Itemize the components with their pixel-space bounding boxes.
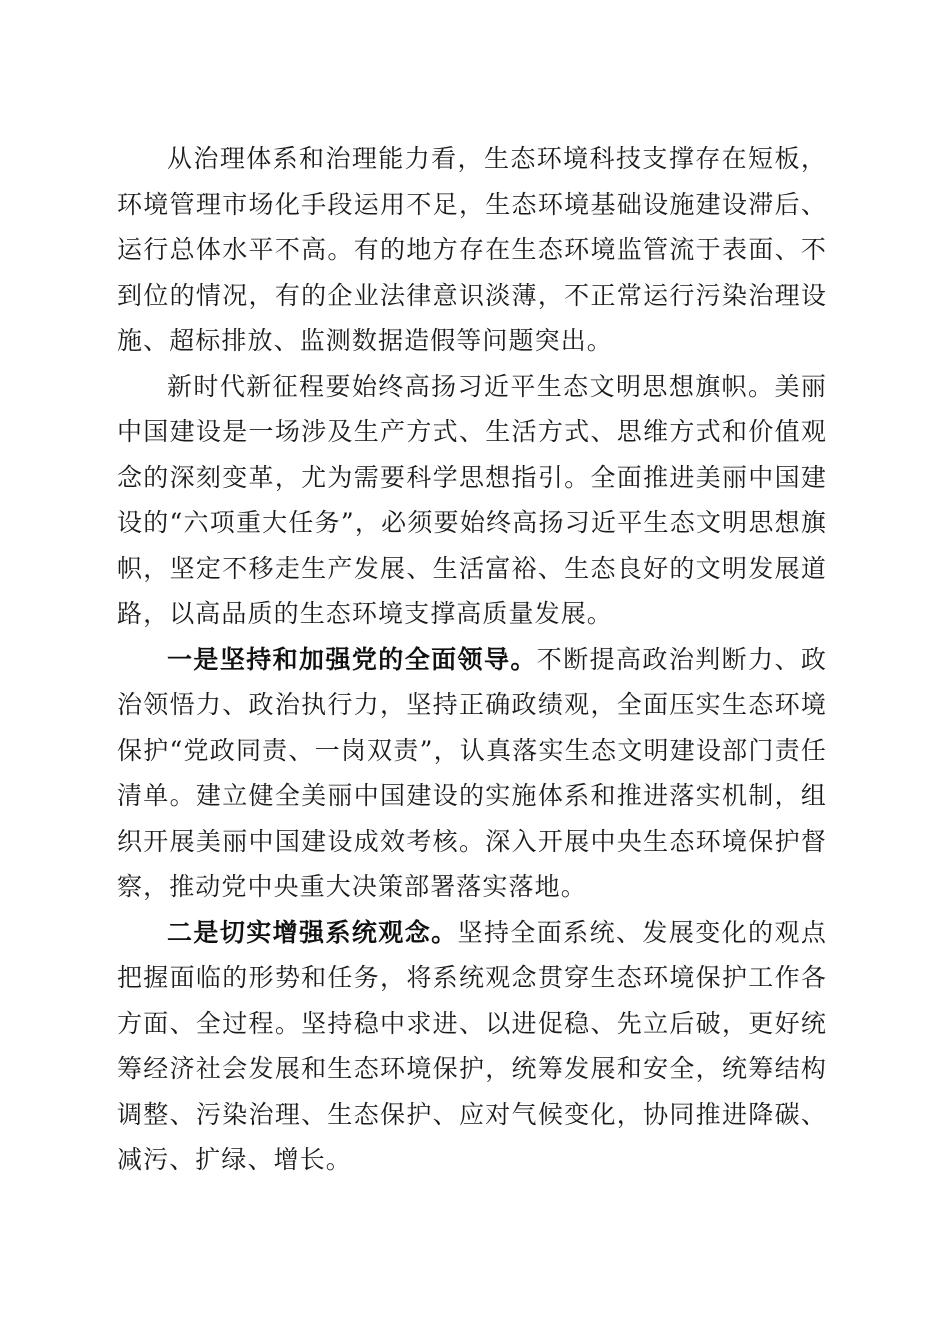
paragraph-point-two (117, 910, 827, 1183)
paragraph-point-one (117, 637, 827, 910)
paragraph-text: 新时代新征程要始终高扬习近平生态文明思想旗帜。美丽中国建设是一场涉及生产方式、生活方式、思维方式和价值观念的深刻变革，尤为需要科学思想指引。全面推进美丽中国建设的“六项重大任务”，必须要始终高扬习近平生态文明思想旗帜，坚定不移走生产发展、生活富裕、生态良好的文明发展道路，以高品质的生态环境支撑高质量发展。 (117, 371, 827, 628)
paragraph-text: 不断提高政治判断力、政治领悟力、政治执行力，坚持正确政绩观，全面压实生态环境保护“党政同责、一岗双责”，认真落实生态文明建设部门责任清单。建立健全美丽中国建设的实施体系和推进落实机制，组织开展美丽中国建设成效考核。深入开展中央生态环境保护督察，推动党中央重大决策部署落实落地。 (117, 644, 828, 901)
paragraph-lead-heading: 二是切实增强系统观念。 (167, 917, 458, 947)
document-body (117, 136, 827, 1183)
paragraph-text: 从治理体系和治理能力看，生态环境科技支撑存在短板，环境管理市场化手段运用不足，生态环境基础设施建设滞后、运行总体水平不高。有的地方存在生态环境监管流于表面、不到位的情况，有的企业法律意识淡薄，不正常运行污染治理设施、超标排放、监测数据造假等问题突出。 (117, 144, 827, 355)
paragraph-lead-heading: 一是坚持和加强党的全面领导。 (167, 644, 537, 674)
paragraph-new-era (117, 364, 827, 637)
paragraph-governance (117, 136, 827, 364)
paragraph-text: 坚持全面系统、发展变化的观点把握面临的形势和任务，将系统观念贯穿生态环境保护工作各方面、全过程。坚持稳中求进、以进促稳、先立后破，更好统筹经济社会发展和生态环境保护，统筹发展和安全，统筹结构调整、污染治理、生态保护、应对气候变化，协同推进降碳、减污、扩绿、增长。 (117, 917, 827, 1174)
